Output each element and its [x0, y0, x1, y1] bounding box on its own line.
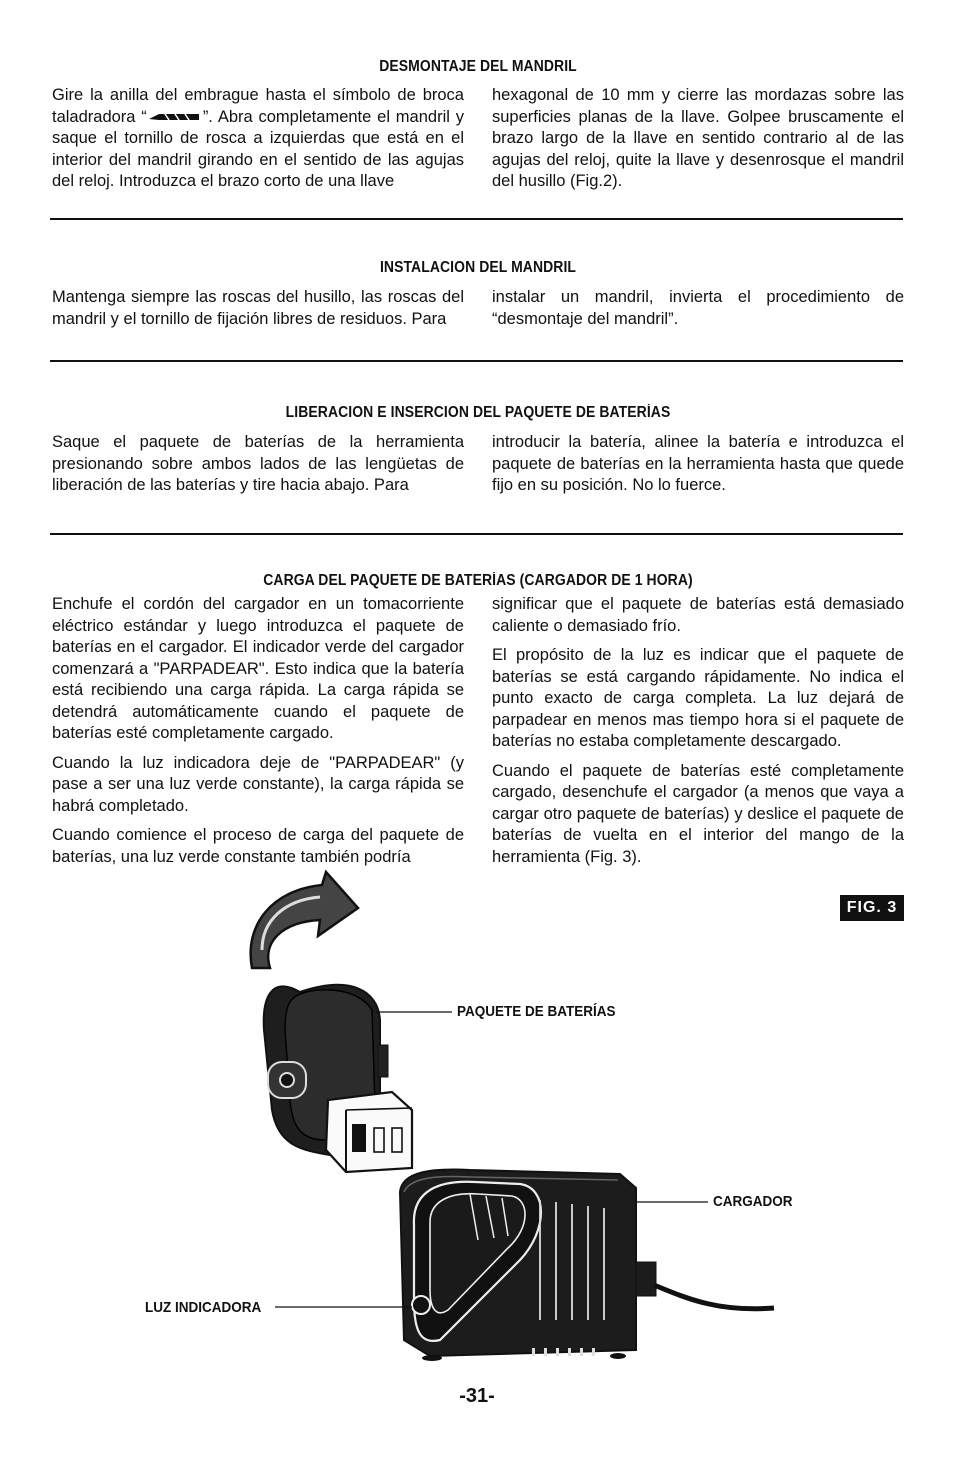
desmontaje-text-before-icon: Gire la anilla del embrague hasta el símbolo de broca taladradora “ — [52, 86, 464, 126]
section-title-carga: CARGA DEL PAQUETE DE BATERÍAS (CARGADOR DE 1 HORA) — [263, 572, 693, 589]
desmontaje-text-after-icon: ”. Abra completamente el mandril y saque el tornillo de rosca a izquierdas que está en el interior del mandril girando en el sentido de las agujas del reloj. Introduzca el brazo corto de una llave — [52, 107, 464, 190]
battery-pack-icon — [264, 985, 412, 1172]
carga-right-paragraph: Cuando el paquete de baterías esté completamente cargado, desenchufe el cargador (a menos que vaya a cargar otro paquete de baterías) y deslice el paquete de baterías de vuelta en el interior del mango de la herramienta (Fig. 3). — [492, 761, 904, 866]
section-title-instalacion: INSTALACION DEL MANDRIL — [379, 259, 577, 276]
section-desmontaje-right-text: hexagonal de 10 mm y cierre las mordazas sobre las superficies planas de la llave. Golpee bruscamente el brazo largo de la llave en sentido contrario al de las agujas del reloj, quite la llave y desenrosque el mandril del husillo (Fig.2). — [492, 86, 904, 190]
section-title-liberacion: LIBERACION E INSERCION DEL PAQUETE DE BATERÍAS — [285, 404, 671, 421]
callout-battery-pack: PAQUETE DE BATERÍAS — [457, 1003, 616, 1020]
callout-indicator-light: LUZ INDICADORA — [145, 1299, 262, 1316]
carga-right-paragraph: significar que el paquete de baterías está demasiado caliente o demasiado frío. — [492, 595, 904, 635]
section-title-desmontaje: DESMONTAJE DEL MANDRIL — [379, 58, 577, 75]
section-liberacion-left-text: Saque el paquete de baterías de la herramienta presionando sobre ambos lados de las lengüetas de liberación de las baterías y tire hacia abajo. Para — [52, 433, 464, 494]
carga-right-paragraph: El propósito de la luz es indicar que el paquete de baterías se está cargando rápidamente. No indica el punto exacto de carga completa. La luz dejará de parpadear en menos mas tiempo hora si el paquete de baterías no estaba completamente descargado. — [492, 646, 904, 750]
section-instalacion-left-text: Mantenga siempre las roscas del husillo, las roscas del mandril y el tornillo de fijación libres de residuos. Para — [52, 288, 464, 328]
rotate-arrow-icon — [251, 872, 358, 968]
carga-left-paragraph: Enchufe el cordón del cargador en un tomacorriente eléctrico estándar y luego introduzca el paquete de baterías en el cargador. El indicador verde del cargador comenzará a "PARPADEAR". Esto indica que la batería está recibiendo una carga rápida. La carga rápida se detendrá automáticamente cuando el paquete de baterías esté completamente cargado. — [52, 595, 464, 742]
section-liberacion-right-text: introducir la batería, alinee la batería e introduzca el paquete de baterías en la herramienta hasta que quede fijo en su posición. No lo fuerce. — [492, 433, 904, 494]
page-number: -31- — [459, 1385, 495, 1407]
carga-left-paragraph: Cuando comience el proceso de carga del paquete de baterías, una luz verde constante también podría — [52, 826, 464, 866]
figure-label: FIG. 3 — [840, 895, 904, 921]
section-instalacion-right-text: instalar un mandril, invierta el procedimiento de “desmontaje del mandril”. — [492, 288, 904, 328]
callout-charger: CARGADOR — [713, 1193, 793, 1210]
carga-left-paragraph: Cuando la luz indicadora deje de "PARPADEAR" (y pase a ser una luz verde constante), la carga rápida se habrá completado. — [52, 753, 464, 815]
